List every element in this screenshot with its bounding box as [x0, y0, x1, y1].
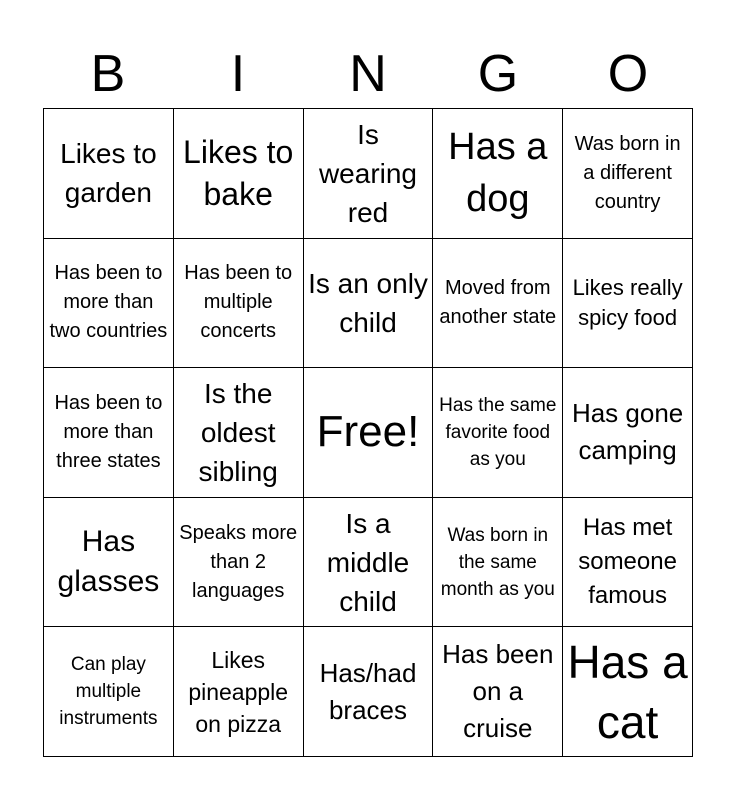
cell-text: Was born in a different country: [574, 132, 681, 213]
bingo-cell-r4-c4[interactable]: [433, 498, 563, 628]
bingo-cell-r4-c5[interactable]: [563, 498, 693, 628]
bingo-cell-free[interactable]: [304, 368, 434, 498]
cell-text: Has been on a cruise: [442, 639, 554, 744]
cell-text: Is an only child: [308, 267, 428, 338]
cell-text: Can play multiple instruments: [59, 654, 158, 730]
cell-text: Has met someone famous: [578, 514, 677, 610]
cell-text: Likes to garden: [60, 138, 157, 209]
bingo-cell-r1-c2[interactable]: [174, 109, 304, 239]
cell-text: Has the same favorite food as you: [439, 394, 557, 470]
header-letter-g: G: [477, 45, 519, 103]
cell-text: Has/had braces: [319, 657, 417, 725]
bingo-cell-r5-c2[interactable]: [174, 627, 304, 757]
cell-text: Has a dog: [448, 126, 548, 221]
bingo-cell-r2-c2[interactable]: [174, 239, 304, 369]
bingo-cell-r5-c4[interactable]: [433, 627, 563, 757]
bingo-cell-r1-c5[interactable]: [563, 109, 693, 239]
cell-text: Likes really spicy food: [572, 274, 683, 330]
bingo-cell-r3-c2[interactable]: [174, 368, 304, 498]
cell-text: Has gone camping: [571, 398, 684, 466]
header-letter-i: I: [230, 45, 246, 103]
bingo-cell-r2-c4[interactable]: [433, 239, 563, 369]
bingo-cell-r1-c4[interactable]: [433, 109, 563, 239]
bingo-cell-r2-c5[interactable]: [563, 239, 693, 369]
cell-text: Moved from another state: [439, 276, 557, 328]
cell-text: Speaks more than 2 languages: [179, 521, 298, 602]
cell-text: Has been to more than two countries: [49, 262, 168, 343]
bingo-cell-r3-c4[interactable]: [433, 368, 563, 498]
cell-text: Was born in the same month as you: [440, 524, 555, 600]
cell-text: Is wearing red: [318, 118, 418, 228]
cell-text: Is the oldest sibling: [198, 377, 278, 487]
cell-text: Has been to more than three states: [54, 391, 163, 472]
bingo-cell-r1-c1[interactable]: [44, 109, 174, 239]
bingo-cell-r2-c3[interactable]: [304, 239, 434, 369]
bingo-cell-r5-c1[interactable]: [44, 627, 174, 757]
cell-text: Is a middle child: [326, 507, 410, 617]
bingo-cell-r3-c1[interactable]: [44, 368, 174, 498]
cell-text: Has been to multiple concerts: [184, 262, 293, 343]
bingo-cell-r4-c1[interactable]: [44, 498, 174, 628]
bingo-cell-r2-c1[interactable]: [44, 239, 174, 369]
bingo-cell-r5-c3[interactable]: [304, 627, 434, 757]
bingo-cell-r5-c5[interactable]: [563, 627, 693, 757]
cell-text: Has glasses: [57, 525, 160, 599]
bingo-cell-r3-c5[interactable]: [563, 368, 693, 498]
cell-text: Has a cat: [567, 635, 688, 748]
header-letter-o: O: [607, 45, 649, 103]
cell-text: Likes to bake: [183, 134, 294, 213]
bingo-cell-r4-c3[interactable]: [304, 498, 434, 628]
bingo-cell-r1-c3[interactable]: [304, 109, 434, 239]
bingo-board: [43, 108, 693, 757]
free-space-text: Free!: [316, 407, 420, 457]
header-letter-b: B: [90, 45, 126, 103]
header-letter-n: N: [349, 45, 387, 103]
bingo-header: [43, 40, 693, 108]
cell-text: Likes pineapple on pizza: [188, 646, 289, 737]
bingo-cell-r4-c2[interactable]: [174, 498, 304, 628]
